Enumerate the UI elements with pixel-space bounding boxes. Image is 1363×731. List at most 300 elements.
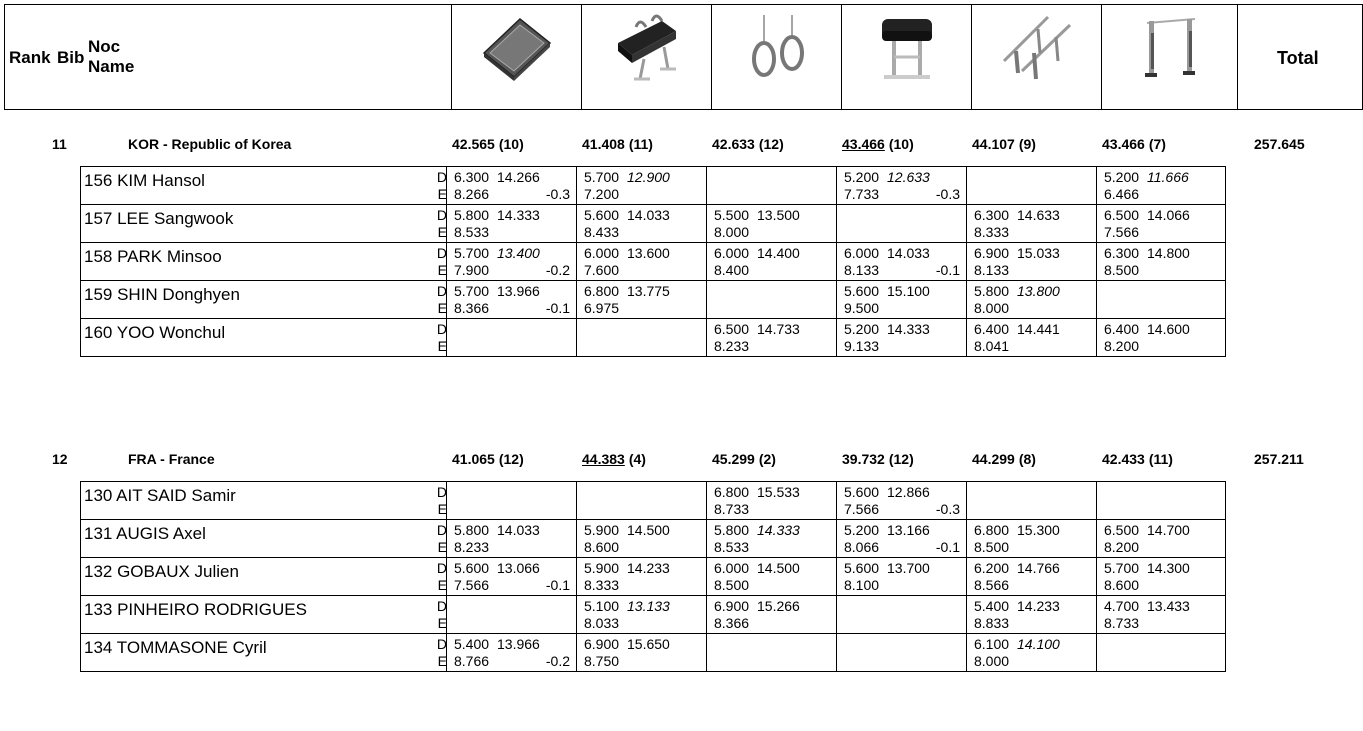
e-score: 6.975	[584, 300, 620, 316]
score-cell	[966, 519, 1096, 558]
final-score: 14.766	[1017, 560, 1060, 576]
final-score: 13.775	[627, 283, 670, 299]
d-label: D	[436, 484, 447, 500]
athlete-row	[80, 204, 1233, 243]
d-score: 6.400	[1104, 321, 1140, 337]
final-score: 13.700	[887, 560, 930, 576]
final-score: 15.533	[757, 484, 800, 500]
d-score: 5.800	[454, 207, 490, 223]
still-rings-icon	[740, 13, 814, 85]
penalty: -0.2	[545, 653, 570, 669]
penalty: -0.3	[935, 501, 960, 517]
d-score: 6.200	[974, 560, 1010, 576]
score-cell	[576, 318, 706, 357]
team-apparatus-score	[452, 136, 524, 152]
score-cell	[836, 280, 966, 319]
athlete-name: 134 TOMMASONE Cyril	[84, 638, 267, 657]
score-cell	[576, 557, 706, 596]
e-score: 8.500	[714, 577, 750, 593]
final-score: 14.333	[497, 207, 540, 223]
score-cell	[706, 557, 836, 596]
d-label: D	[436, 522, 447, 538]
final-score: 14.233	[627, 560, 670, 576]
bib-header: Bib	[57, 48, 85, 67]
score-cell	[446, 557, 576, 596]
team-apparatus-score	[582, 451, 646, 467]
apparatus-total: 42.433	[1102, 451, 1145, 467]
e-score: 8.041	[974, 338, 1010, 354]
score-cell	[576, 204, 706, 243]
team-apparatus-score	[842, 451, 914, 467]
score-cell	[706, 166, 836, 205]
score-cell	[706, 633, 836, 672]
score-cell	[446, 519, 576, 558]
score-cell	[1096, 280, 1226, 319]
team-apparatus-score	[712, 136, 784, 152]
score-cell	[1096, 519, 1226, 558]
d-score: 5.100	[584, 598, 620, 614]
e-label: E	[437, 262, 447, 278]
d-score: 5.700	[454, 245, 490, 261]
score-cell	[706, 280, 836, 319]
final-score: 14.800	[1147, 245, 1190, 261]
parallel-bars-icon	[1000, 13, 1074, 85]
athlete-row	[80, 481, 1233, 520]
team-total: 257.211	[1254, 451, 1304, 467]
athlete-row	[80, 242, 1233, 281]
d-label: D	[436, 283, 447, 299]
apparatus-total: 44.107	[972, 136, 1015, 152]
e-label: E	[437, 577, 447, 593]
final-score: 13.500	[757, 207, 800, 223]
e-score: 8.600	[584, 539, 620, 555]
final-score: 14.441	[1017, 321, 1060, 337]
score-cell	[706, 595, 836, 634]
pommel-horse-column	[581, 5, 711, 109]
apparatus-total: 42.633	[712, 136, 755, 152]
final-score: 14.233	[1017, 598, 1060, 614]
parallel-bars-column	[971, 5, 1101, 109]
penalty: -0.1	[545, 577, 570, 593]
e-score: 7.733	[844, 186, 880, 202]
e-score: 8.200	[1104, 539, 1140, 555]
apparatus-total: 44.383	[582, 451, 625, 467]
athlete-name: 160 YOO Wonchul	[84, 323, 226, 342]
d-score: 5.200	[844, 321, 880, 337]
d-score: 5.600	[844, 560, 880, 576]
team-total: 257.645	[1254, 136, 1305, 152]
penalty: -0.1	[545, 300, 570, 316]
score-cell	[1096, 166, 1226, 205]
e-label: E	[437, 338, 447, 354]
score-cell	[576, 633, 706, 672]
d-score: 6.000	[844, 245, 880, 261]
e-score: 8.400	[714, 262, 750, 278]
e-score: 8.600	[1104, 577, 1140, 593]
d-label: D	[436, 598, 447, 614]
athlete-name: 159 SHIN Donghyen	[84, 285, 240, 304]
final-score: 15.266	[757, 598, 800, 614]
score-cell	[446, 242, 576, 281]
final-score: 14.733	[757, 321, 800, 337]
final-score: 15.033	[1017, 245, 1060, 261]
score-cell	[966, 481, 1096, 520]
apparatus-rank: (11)	[628, 136, 653, 152]
final-score: 11.666	[1147, 169, 1189, 185]
final-score: 13.966	[497, 283, 540, 299]
score-cell	[966, 242, 1096, 281]
d-label: D	[436, 321, 447, 337]
final-score: 14.100	[1017, 636, 1060, 652]
team-summary-row	[0, 136, 1363, 156]
d-score: 4.700	[1104, 598, 1140, 614]
score-cell	[1096, 557, 1226, 596]
score-cell	[706, 481, 836, 520]
floor-exercise-icon	[480, 13, 554, 83]
team-apparatus-score	[1102, 136, 1166, 152]
score-cell	[966, 318, 1096, 357]
d-label: D	[436, 207, 447, 223]
final-score: 13.166	[887, 522, 930, 538]
athlete-name: 157 LEE Sangwook	[84, 209, 234, 228]
d-score: 6.500	[714, 321, 750, 337]
d-score: 6.900	[974, 245, 1010, 261]
final-score: 14.333	[887, 321, 930, 337]
name-header: Name	[88, 57, 135, 76]
e-score: 7.600	[584, 262, 620, 278]
athlete-name: 133 PINHEIRO RODRIGUES	[84, 600, 307, 619]
d-score: 6.800	[714, 484, 750, 500]
athlete-name: 131 AUGIS Axel	[84, 524, 206, 543]
d-score: 6.300	[1104, 245, 1140, 261]
e-score: 8.366	[714, 615, 750, 631]
final-score: 12.633	[887, 169, 930, 185]
score-cell	[836, 166, 966, 205]
final-score: 13.800	[1017, 283, 1060, 299]
score-cell	[836, 204, 966, 243]
team-apparatus-score	[712, 451, 776, 467]
team-apparatus-score	[582, 136, 653, 152]
e-score: 8.750	[584, 653, 620, 669]
e-score: 8.366	[454, 300, 490, 316]
score-cell	[446, 633, 576, 672]
athlete-name-cell	[80, 633, 450, 672]
e-score: 7.566	[844, 501, 880, 517]
d-score: 5.700	[1104, 560, 1140, 576]
score-cell	[1096, 481, 1226, 520]
pommel-horse-icon	[610, 13, 684, 85]
team-rank: 12	[52, 451, 68, 467]
apparatus-total: 43.466	[842, 136, 885, 152]
final-score: 14.600	[1147, 321, 1190, 337]
final-score: 14.700	[1147, 522, 1190, 538]
apparatus-total: 41.065	[452, 451, 495, 467]
score-cell	[836, 318, 966, 357]
e-label: E	[437, 224, 447, 240]
apparatus-total: 44.299	[972, 451, 1015, 467]
final-score: 14.300	[1147, 560, 1190, 576]
vault-column	[841, 5, 971, 109]
horizontal-bar-column	[1101, 5, 1237, 109]
score-cell	[576, 280, 706, 319]
team-noc-name: FRA - France	[128, 451, 215, 467]
final-score: 15.650	[627, 636, 670, 652]
e-score: 8.566	[974, 577, 1010, 593]
e-label: E	[437, 300, 447, 316]
d-score: 5.600	[844, 484, 880, 500]
apparatus-rank: (11)	[1148, 451, 1173, 467]
apparatus-rank: (10)	[498, 136, 524, 152]
final-score: 14.333	[757, 522, 800, 538]
d-score: 6.000	[714, 245, 750, 261]
e-score: 7.900	[454, 262, 490, 278]
final-score: 13.133	[627, 598, 670, 614]
d-score: 6.000	[714, 560, 750, 576]
d-label: D	[436, 245, 447, 261]
athlete-name-cell	[80, 204, 450, 243]
score-cell	[576, 519, 706, 558]
d-score: 5.800	[714, 522, 750, 538]
d-score: 6.000	[584, 245, 620, 261]
e-score: 7.566	[454, 577, 490, 593]
e-score: 8.733	[1104, 615, 1140, 631]
final-score: 13.066	[497, 560, 540, 576]
still-rings-column	[711, 5, 841, 109]
rank-header: Rank	[9, 48, 51, 67]
results-header	[4, 4, 1363, 110]
team-apparatus-score	[842, 136, 914, 152]
e-score: 7.200	[584, 186, 620, 202]
athlete-name-cell	[80, 595, 450, 634]
apparatus-rank: (8)	[1018, 451, 1036, 467]
score-cell	[1096, 633, 1226, 672]
final-score: 13.400	[497, 245, 540, 261]
d-score: 5.900	[584, 560, 620, 576]
final-score: 15.100	[887, 283, 930, 299]
final-score: 15.300	[1017, 522, 1060, 538]
team-apparatus-score	[1102, 451, 1173, 467]
d-score: 6.900	[714, 598, 750, 614]
d-label: D	[436, 636, 447, 652]
athlete-row	[80, 318, 1233, 357]
score-cell	[446, 595, 576, 634]
d-score: 6.100	[974, 636, 1010, 652]
athlete-name: 130 AIT SAID Samir	[84, 486, 236, 505]
e-score: 8.000	[974, 300, 1010, 316]
team-apparatus-score	[452, 451, 524, 467]
athlete-row	[80, 595, 1233, 634]
score-cell	[706, 242, 836, 281]
score-cell	[1096, 595, 1226, 634]
d-score: 6.300	[974, 207, 1010, 223]
athlete-row	[80, 557, 1233, 596]
penalty: -0.2	[545, 262, 570, 278]
score-cell	[446, 166, 576, 205]
d-score: 6.800	[974, 522, 1010, 538]
e-score: 8.333	[584, 577, 620, 593]
athlete-name-cell	[80, 557, 450, 596]
d-label: D	[436, 169, 447, 185]
team-noc-name: KOR - Republic of Korea	[128, 136, 292, 152]
d-score: 5.900	[584, 522, 620, 538]
final-score: 14.266	[497, 169, 540, 185]
penalty: -0.3	[545, 186, 570, 202]
final-score: 14.033	[497, 522, 540, 538]
total-header: Total	[1277, 48, 1319, 68]
d-score: 5.600	[844, 283, 880, 299]
floor-exercise-column	[451, 5, 581, 109]
team-summary-row	[0, 451, 1363, 471]
apparatus-rank: (4)	[628, 451, 646, 467]
e-score: 6.466	[1104, 186, 1140, 202]
e-label: E	[437, 539, 447, 555]
athlete-name: 158 PARK Minsoo	[84, 247, 222, 266]
score-cell	[966, 633, 1096, 672]
e-score: 8.433	[584, 224, 620, 240]
team-apparatus-score	[972, 451, 1036, 467]
e-label: E	[437, 501, 447, 517]
apparatus-rank: (9)	[1018, 136, 1036, 152]
score-cell	[576, 595, 706, 634]
score-cell	[1096, 318, 1226, 357]
score-cell	[966, 280, 1096, 319]
d-score: 6.800	[584, 283, 620, 299]
score-cell	[836, 595, 966, 634]
score-cell	[1096, 204, 1226, 243]
score-cell	[576, 481, 706, 520]
athlete-name-cell	[80, 481, 450, 520]
d-score: 5.500	[714, 207, 750, 223]
score-cell	[446, 280, 576, 319]
e-score: 8.266	[454, 186, 490, 202]
e-score: 9.500	[844, 300, 880, 316]
e-score: 8.333	[974, 224, 1010, 240]
final-score: 14.500	[627, 522, 670, 538]
d-score: 5.700	[454, 283, 490, 299]
athlete-name-cell	[80, 519, 450, 558]
athlete-row	[80, 166, 1233, 205]
d-score: 6.500	[1104, 522, 1140, 538]
final-score: 14.033	[627, 207, 670, 223]
final-score: 13.433	[1147, 598, 1190, 614]
d-label: D	[436, 560, 447, 576]
e-score: 8.733	[714, 501, 750, 517]
apparatus-total: 45.299	[712, 451, 755, 467]
apparatus-rank: (7)	[1148, 136, 1166, 152]
d-score: 6.500	[1104, 207, 1140, 223]
final-score: 12.866	[887, 484, 930, 500]
d-score: 5.600	[454, 560, 490, 576]
final-score: 13.600	[627, 245, 670, 261]
e-score: 8.200	[1104, 338, 1140, 354]
d-score: 5.200	[1104, 169, 1140, 185]
score-cell	[966, 204, 1096, 243]
apparatus-total: 42.565	[452, 136, 495, 152]
score-cell	[706, 519, 836, 558]
apparatus-rank: (2)	[758, 451, 776, 467]
e-score: 8.000	[974, 653, 1010, 669]
e-label: E	[437, 615, 447, 631]
score-cell	[576, 242, 706, 281]
score-cell	[836, 242, 966, 281]
horizontal-bar-icon	[1133, 13, 1207, 85]
athlete-row	[80, 633, 1233, 672]
apparatus-rank: (12)	[888, 451, 914, 467]
final-score: 14.033	[887, 245, 930, 261]
e-score: 8.066	[844, 539, 880, 555]
vault-icon	[870, 13, 944, 85]
e-score: 8.133	[844, 262, 880, 278]
score-cell	[446, 318, 576, 357]
final-score: 14.500	[757, 560, 800, 576]
e-score: 8.100	[844, 577, 880, 593]
athlete-row	[80, 519, 1233, 558]
d-score: 5.600	[584, 207, 620, 223]
e-score: 9.133	[844, 338, 880, 354]
penalty: -0.1	[935, 262, 960, 278]
e-score: 7.566	[1104, 224, 1140, 240]
athlete-name: 156 KIM Hansol	[84, 171, 205, 190]
e-score: 8.500	[1104, 262, 1140, 278]
e-score: 8.533	[714, 539, 750, 555]
penalty: -0.3	[935, 186, 960, 202]
score-cell	[706, 204, 836, 243]
apparatus-rank: (12)	[498, 451, 524, 467]
noc-header: Noc	[88, 37, 121, 56]
final-score: 14.633	[1017, 207, 1060, 223]
athlete-name-cell	[80, 166, 450, 205]
final-score: 12.900	[627, 169, 670, 185]
athlete-name: 132 GOBAUX Julien	[84, 562, 239, 581]
e-label: E	[437, 186, 447, 202]
d-score: 5.200	[844, 522, 880, 538]
penalty: -0.1	[935, 539, 960, 555]
athlete-name-cell	[80, 318, 450, 357]
score-cell	[446, 481, 576, 520]
e-score: 8.533	[454, 224, 490, 240]
e-score: 8.233	[454, 539, 490, 555]
e-score: 8.233	[714, 338, 750, 354]
score-cell	[836, 481, 966, 520]
score-cell	[836, 633, 966, 672]
score-cell	[446, 204, 576, 243]
d-score: 5.400	[454, 636, 490, 652]
score-cell	[706, 318, 836, 357]
score-cell	[836, 557, 966, 596]
d-score: 6.300	[454, 169, 490, 185]
athlete-name-cell	[80, 280, 450, 319]
team-rank: 11	[52, 136, 67, 152]
athlete-name-cell	[80, 242, 450, 281]
score-cell	[1096, 242, 1226, 281]
score-cell	[966, 595, 1096, 634]
d-score: 5.800	[454, 522, 490, 538]
d-score: 6.400	[974, 321, 1010, 337]
e-score: 8.766	[454, 653, 490, 669]
d-score: 5.200	[844, 169, 880, 185]
d-score: 5.700	[584, 169, 620, 185]
d-score: 5.400	[974, 598, 1010, 614]
score-cell	[576, 166, 706, 205]
apparatus-rank: (10)	[888, 136, 914, 152]
apparatus-rank: (12)	[758, 136, 784, 152]
score-cell	[966, 166, 1096, 205]
e-score: 8.833	[974, 615, 1010, 631]
e-score: 8.000	[714, 224, 750, 240]
e-label: E	[437, 653, 447, 669]
apparatus-total: 39.732	[842, 451, 885, 467]
final-score: 14.400	[757, 245, 800, 261]
